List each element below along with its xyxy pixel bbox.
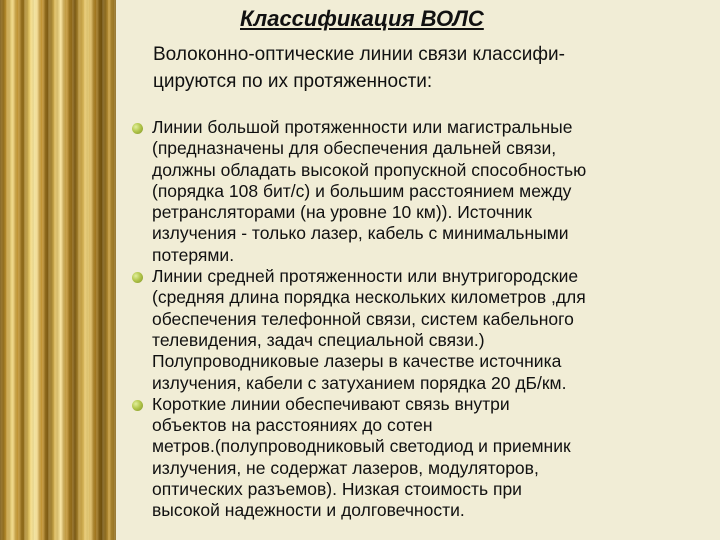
green-circle-bullet-icon [132,123,143,134]
bullet-text-line: излучения, кабели с затуханием порядка 20 дБ/км. [152,372,567,393]
bullet-text-line: обеспечения телефонной связи, систем кабельного [152,308,574,329]
green-circle-bullet-icon [132,400,143,411]
bullet-text-line: оптических разъемов). Низкая стоимость при [152,479,522,500]
green-circle-bullet-icon [132,272,143,283]
intro-paragraph [153,41,565,95]
bullet-text-line: телевидения, задач специальной связи.) [152,329,485,350]
bullet-text-line: ретрансляторами (на уровне 10 км)). Источник [152,202,532,223]
bullet-text-line: Линии средней протяженности или внутригородские [152,266,579,287]
bullet-short-lines [132,394,712,522]
bullet-text-line: потерями. [152,244,235,265]
decorative-gold-band [0,0,116,540]
intro-line: цируются по их протяженности: [153,71,433,92]
bullet-text-line: (предназначены для обеспечения дальней связи, [152,138,557,159]
bullet-text-line: метров.(полупроводниковый светодиод и приемник [152,436,571,457]
bullet-text-line: высокой надежности и долговечности. [152,500,465,521]
intro-line: Волоконно-оптические линии связи классифи- [153,44,565,65]
bullet-text-line: (средняя длина порядка нескольких километров ,для [152,287,586,308]
bullet-text-line: объектов на расстояниях до сотен [152,415,433,436]
bullet-text-line: излучения, не содержат лазеров, модуляторов, [152,457,539,478]
bullet-text-line: Полупроводниковые лазеры в качестве источника [152,351,562,372]
bullet-long-lines [132,117,712,266]
bullet-text-line: (порядка 108 бит/с) и большим расстоянием между [152,180,572,201]
bullet-medium-lines [132,266,712,394]
bullet-list [132,117,712,522]
slide-title: Классификация ВОЛС [240,6,484,31]
bullet-text-line: излучения - только лазер, кабель с минимальными [152,223,569,244]
bullet-text-line: Линии большой протяженности или магистральные [152,117,573,137]
bullet-text-line: Короткие линии обеспечивают связь внутри [152,393,510,414]
bullet-text-line: должны обладать высокой пропускной способностью [152,159,587,180]
